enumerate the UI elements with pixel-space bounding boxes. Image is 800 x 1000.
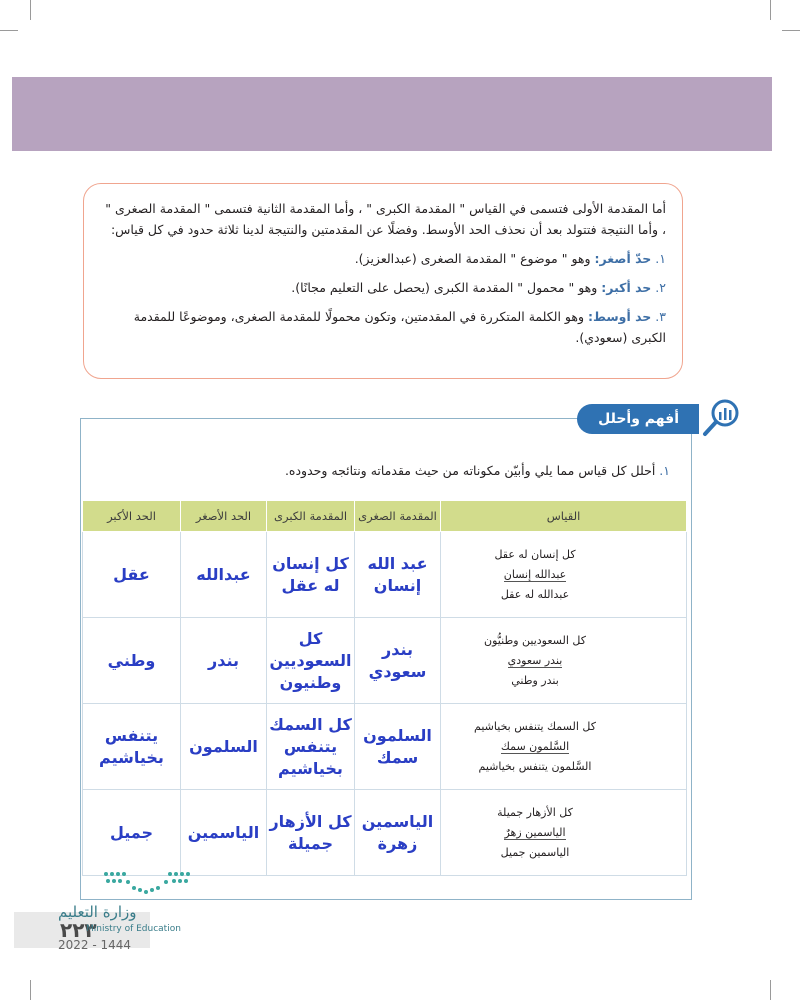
activity-title: أفهم وأحلل (١) [577,404,699,434]
major-premise-cell: كل الأزهار جميلة [267,790,355,876]
crop-mark [30,0,31,20]
intro-box [83,183,683,379]
crop-mark [770,980,771,1000]
major-premise-cell: كل السمك يتنفس بخياشيم [267,704,355,790]
syllogism-cell [441,532,687,618]
table-row [83,618,687,704]
instruction-text: أحلل كل قياس مما يلي وأبيّن مكوناته من حيث مقدماته ونتائجه وحدوده. [284,463,656,478]
syllogism-line: الياسمين جميل [500,845,570,859]
syllogism-cell [441,704,687,790]
syllogism-line: كل السعوديين وطنيُّون [484,633,586,647]
header-major-premise: المقدمة الكبرى [267,501,355,532]
edition-year: 2022 - 1444 [58,938,132,952]
table-row [83,704,687,790]
minor-term-cell: عبدالله [181,532,267,618]
intro-paragraph: أما المقدمة الأولى فتسمى في القياس " المقدمة الكبرى " ، وأما المقدمة الثانية فتسمى " المقدمة الصغرى " ، وأما النتيجة فتتولد بعد أن نحذف الحد الأوسط. وفضلًا عن المقدمتين والنتيجة لدينا ثلاثة حدود في كل قياس: [105,201,666,237]
item-number: ٣. [655,309,666,324]
major-premise-cell: كل السعوديين وطنيون [267,618,355,704]
major-term-cell: وطني [83,618,181,704]
crop-mark [30,980,31,1000]
syllogism-line: عبدالله له عقل [500,587,570,601]
minor-premise-cell: السلمون سمك [355,704,441,790]
item-number: ١. [655,251,666,266]
major-term-cell: يتنفس بخياشيم [83,704,181,790]
magnifier-chart-icon [701,398,741,438]
page-number: ٢٢٣ [60,918,97,942]
table-row [83,532,687,618]
item-text: وهو الكلمة المتكررة في المقدمتين، وتكون محمولًا للمقدمة الصغرى، وموضوعًا للمقدمة الكبرى (سعودي). [133,309,666,345]
item-term: حد أوسط: [588,309,652,324]
crop-mark [770,0,771,20]
syllogism-line: كل الأزهار جميلة [497,805,573,819]
crop-mark [782,30,800,31]
ministry-name-en: Ministry of Education [86,924,181,934]
intro-item [100,277,666,298]
table-row [83,790,687,876]
minor-term-cell: بندر [181,618,267,704]
crop-mark [0,30,18,31]
minor-premise-cell: بندر سعودي [355,618,441,704]
syllogism-line: السَّلمون يتنفس بخياشيم [478,759,592,773]
syllogism-line: السَّلمون سمك [500,739,570,753]
item-number: ٢. [655,280,666,295]
minor-term-cell: السلمون [181,704,267,790]
syllogism-line: عبدالله إنسان [503,567,567,581]
header-band [12,77,772,151]
major-term-cell: عقل [83,532,181,618]
syllogism-cell [441,618,687,704]
intro-item [100,306,666,348]
item-text: وهو " محمول " المقدمة الكبرى (يحصل على التعليم مجانًا). [291,280,598,295]
instruction [260,463,670,478]
ministry-logo [98,868,198,898]
item-term: حدّ أصغر: [594,251,652,266]
major-premise-cell: كل إنسان له عقل [267,532,355,618]
syllogism-line: الياسمين زهرٌ [504,825,566,839]
instruction-number: ١. [659,463,670,478]
header-minor-term: الحد الأصغر [181,501,267,532]
intro-item [100,248,666,269]
analysis-table [82,500,687,876]
syllogism-line: بندر وطني [511,673,559,687]
header-minor-premise: المقدمة الصغرى [355,501,441,532]
header-syllogism: القياس [441,501,687,532]
item-text: وهو " موضوع " المقدمة الصغرى (عبدالعزيز). [354,251,591,266]
syllogism-line: بندر سعودي [507,653,563,667]
table-header-row [83,501,687,532]
minor-premise-cell: عبد الله إنسان [355,532,441,618]
minor-premise-cell: الياسمين زهرة [355,790,441,876]
minor-term-cell: الياسمين [181,790,267,876]
header-major-term: الحد الأكبر [83,501,181,532]
major-term-cell: جميل [83,790,181,876]
ministry-name-ar: وزارة التعليم [58,903,137,921]
syllogism-line: كل إنسان له عقل [494,547,576,561]
syllogism-cell [441,790,687,876]
item-term: حد أكبر: [601,280,652,295]
syllogism-line: كل السمك يتنفس بخياشيم [474,719,596,733]
